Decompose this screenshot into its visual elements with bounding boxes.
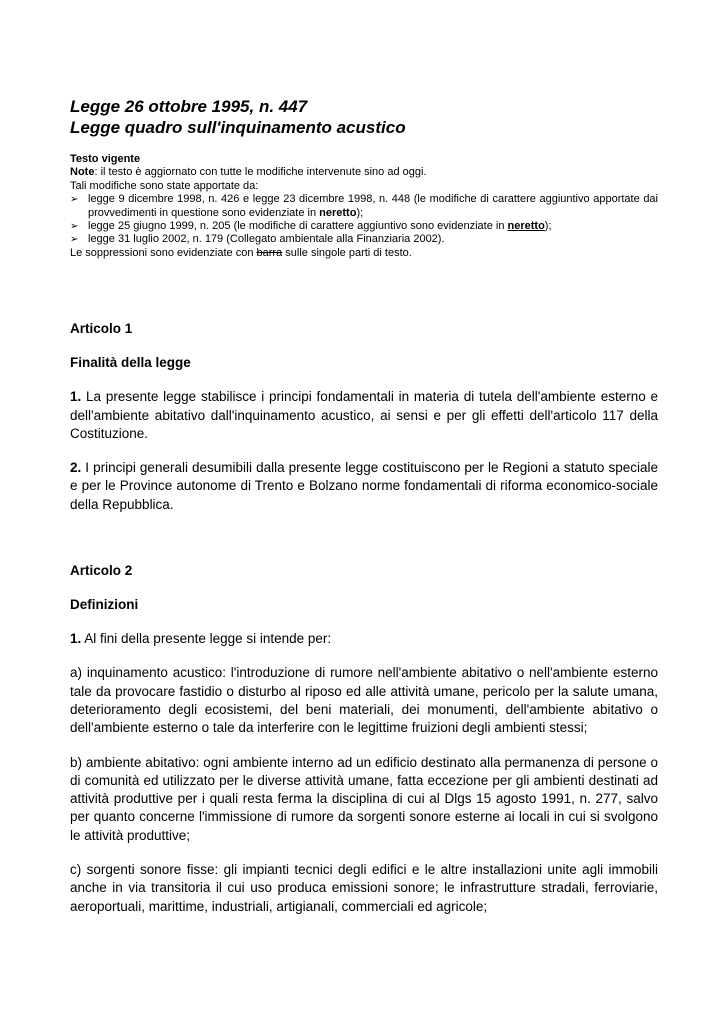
suppressions-line: Le soppressioni sono evidenziate con barra sulle singole parti di testo. bbox=[70, 246, 412, 259]
arrow-bullet-icon: ➢ bbox=[70, 221, 79, 233]
law-subtitle: Legge quadro sull'inquinamento acustico bbox=[70, 118, 406, 137]
note-label: Note bbox=[70, 166, 95, 179]
list-item: ➢ legge 25 giugno 1999, n. 205 (le modifiche di carattere aggiuntivo sono evidenziate in neretto); bbox=[70, 220, 552, 233]
status-line bbox=[70, 153, 658, 166]
definition-a: a) inquinamento acustico: l'introduzione di rumore nell'ambiente abitativo o nell'ambiente esterno tale da provocare fastidio o disturbo al riposo ed alle attività umane, pericolo per la salute umana, deterioramento degli ecosistemi, del beni materiali, dei monumenti, dell'ambiente abitativo o dell'ambiente esterno o tale da interferire con le legittime fruizioni degli ambienti stessi; bbox=[70, 665, 658, 736]
modifications-list bbox=[70, 193, 658, 247]
list-item: ➢ legge 9 dicembre 1998, n. 426 e legge 23 dicembre 1998, n. 448 (le modifiche di carattere aggiuntivo apportate dai provvedimenti in questione sono evidenziate in neretto); bbox=[70, 193, 658, 219]
article-1-subheading: Finalità della legge bbox=[70, 355, 191, 371]
arrow-bullet-icon: ➢ bbox=[70, 194, 79, 206]
intro-block bbox=[70, 153, 658, 260]
arrow-bullet-icon: ➢ bbox=[70, 234, 79, 246]
article-2-subheading: Definizioni bbox=[70, 597, 139, 613]
document-page bbox=[70, 96, 658, 916]
article-1-heading: Articolo 1 bbox=[70, 321, 133, 337]
article-1-paragraph-2: 2. I principi generali desumibili dalla presente legge costituiscono per le Regioni a statuto speciale e per le Province autonome di Trento e Bolzano norme fondamentali di riforma economico-sociale della Repubblica. bbox=[70, 460, 658, 512]
note-line bbox=[70, 166, 658, 179]
definition-b: b) ambiente abitativo: ogni ambiente interno ad un edificio destinato alla permanenza di persone o di comunità ed utilizzato per le diverse attività umane, fatta eccezione per gli ambienti destinati ad attività produttive per i quali resta ferma la disciplina di cui al Dlgs 15 agosto 1991, n. 277, salvo per quanto concerne l'immissione di rumore da sorgenti sonore esterne ai locali in cui si svolgono le attività produttive; bbox=[70, 754, 658, 843]
law-title: Legge 26 ottobre 1995, n. 447 bbox=[70, 97, 308, 116]
article-2-paragraph-1: 1. Al fini della presente legge si intende per: bbox=[70, 631, 332, 647]
list-item: ➢ legge 31 luglio 2002, n. 179 (Collegato ambientale alla Finanziaria 2002). bbox=[70, 233, 445, 246]
article-2-heading: Articolo 2 bbox=[70, 563, 133, 579]
strike-sample: barra bbox=[256, 246, 283, 259]
note-text: : il testo è aggiornato con tutte le modifiche intervenute sino ad oggi. bbox=[94, 166, 427, 179]
definition-c: c) sorgenti sonore fisse: gli impianti tecnici degli edifici e le altre installazioni unite agli immobili anche in via transitoria il cui uso produca emissioni sonore; le infrastrutture stradali, ferroviarie, aeroportuali, marittime, industriali, artigianali, commerciali ed agricole; bbox=[70, 862, 658, 914]
status-label: Testo vigente bbox=[70, 153, 141, 165]
article-1-paragraph-1: 1. La presente legge stabilisce i principi fondamentali in materia di tutela dell'ambiente esterno e dell'ambiente abitativo dall'inquinamento acustico, ai sensi e per gli effetti dell'articolo 117 della Costituzione. bbox=[70, 389, 658, 441]
mods-intro: Tali modifiche sono state apportate da: bbox=[70, 179, 259, 192]
